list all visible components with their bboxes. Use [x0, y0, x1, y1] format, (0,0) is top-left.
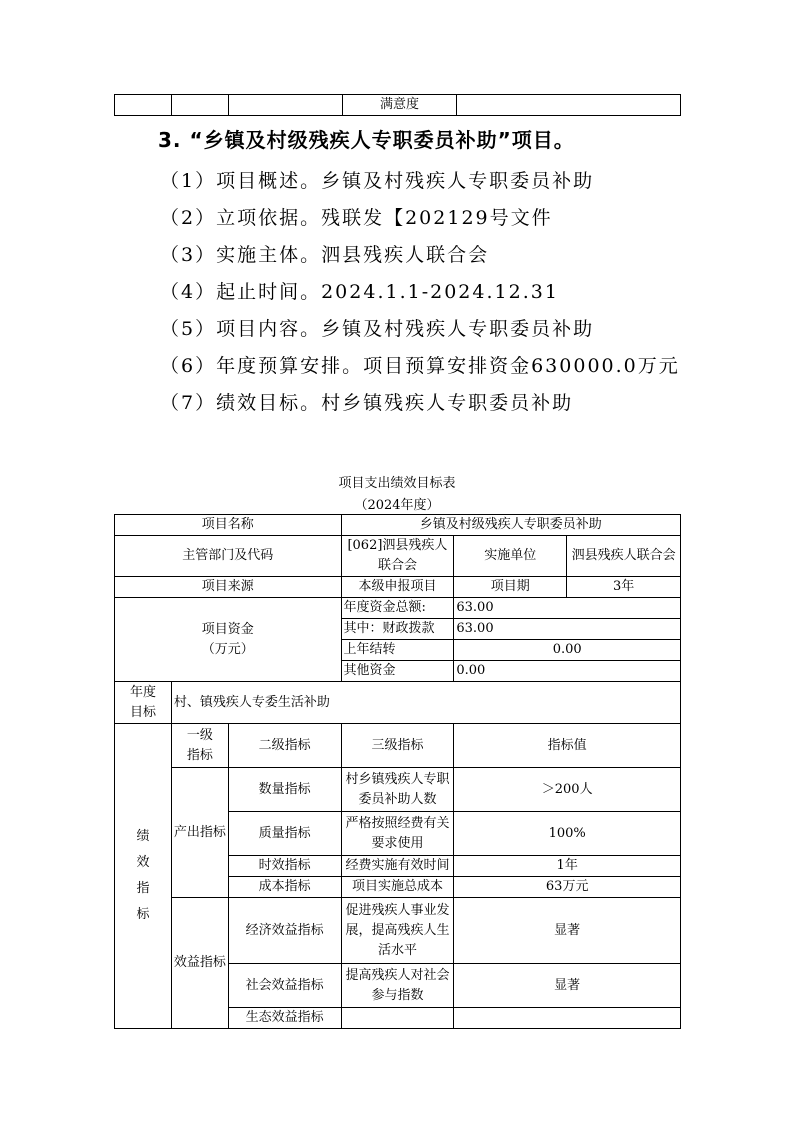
table-row: [115, 577, 681, 598]
table-cell: [229, 95, 343, 116]
period-value: 3年: [567, 577, 681, 598]
annual-goal-value: 村、镇残疾人专委生活补助: [171, 682, 680, 724]
dept-value: [062]泗县残疾人联合会: [341, 536, 454, 577]
level3-line: 活水平: [377, 942, 417, 958]
section-heading: 3. “乡镇及村级残疾人专职委员补助”项目。: [158, 128, 575, 152]
value-cell: 63万元: [454, 877, 681, 898]
performance-label-char: 绩: [136, 829, 150, 844]
col-header-line: 指标: [186, 747, 213, 763]
col-header-value: 指标值: [454, 724, 681, 768]
impl-value: 泗县残疾人联合会: [567, 536, 681, 577]
funds-other-label: 其他资金: [341, 661, 454, 682]
value-cell: ＞200人: [454, 768, 681, 812]
table-row: [115, 95, 681, 116]
level3-cell: [341, 964, 454, 1008]
table-row: [115, 536, 681, 577]
table-cell: [172, 95, 229, 116]
level3-cell: [341, 768, 454, 812]
funds-fiscal-value: 63.00: [454, 619, 681, 640]
paragraph: （2）立项依据。残联发【202129号文件: [160, 207, 553, 229]
performance-label-char: 指: [136, 881, 150, 896]
funds-carry-value: 0.00: [454, 640, 681, 661]
funds-total-value: 63.00: [454, 598, 681, 619]
dept-label: 主管部门及代码: [115, 536, 342, 577]
period-label: 项目期: [454, 577, 567, 598]
performance-goal-table: [114, 514, 681, 1029]
source-value: 本级申报项目: [341, 577, 454, 598]
table-row: [115, 598, 681, 619]
value-cell: 显著: [454, 898, 681, 964]
value-cell: [454, 1008, 681, 1029]
level3-line: 严格按照经费有关: [345, 815, 450, 831]
paragraph: （4）起止时间。2024.1.1-2024.12.31: [160, 281, 559, 303]
col-header-level3: 三级指标: [341, 724, 454, 768]
table-cell: [115, 95, 172, 116]
previous-table-fragment: [114, 94, 681, 116]
value-cell: 显著: [454, 964, 681, 1008]
table-row: [115, 898, 681, 964]
level2-cell: 数量指标: [228, 768, 341, 812]
value-cell: 100%: [454, 812, 681, 856]
source-label: 项目来源: [115, 577, 342, 598]
performance-label: [115, 724, 172, 1029]
level3-cell: 经费实施有效时间: [341, 856, 454, 877]
level3-line: 村乡镇残疾人专职: [345, 771, 450, 787]
level3-cell: [341, 1008, 454, 1029]
funds-fiscal-label: 其中：财政拨款: [341, 619, 454, 640]
table-cell: [457, 95, 681, 116]
col-header-level2: 二级指标: [228, 724, 341, 768]
funds-total-label: 年度资金总额:: [341, 598, 454, 619]
paragraph: （7）绩效目标。村乡镇残疾人专职委员补助: [160, 392, 574, 414]
funds-other-value: 0.00: [454, 661, 681, 682]
level3-line: 要求使用: [371, 835, 424, 851]
level3-cell: [341, 898, 454, 964]
level2-cell: 社会效益指标: [228, 964, 341, 1008]
paragraph: （1）项目概述。乡镇及村残疾人专职委员补助: [160, 170, 595, 192]
level2-cell: 质量指标: [228, 812, 341, 856]
funds-label-line: （万元）: [201, 641, 254, 657]
annual-goal-label-line: 目标: [129, 704, 156, 720]
performance-label-char: 效: [136, 855, 150, 870]
performance-label-char: 标: [136, 907, 150, 922]
level2-cell: 时效指标: [228, 856, 341, 877]
value-cell: 1年: [454, 856, 681, 877]
paragraph: （5）项目内容。乡镇及村残疾人专职委员补助: [160, 318, 595, 340]
funds-label: [115, 598, 342, 682]
level2-cell: 成本指标: [228, 877, 341, 898]
col-header-line: 一级: [186, 727, 213, 743]
effect-indicator-label: 效益指标: [171, 898, 228, 1029]
level3-line: 提高残疾人对社会: [345, 967, 450, 983]
funds-label-line: 项目资金: [201, 621, 254, 637]
level3-line: 促进残疾人事业发: [345, 902, 450, 918]
level3-line: 参与指数: [371, 987, 424, 1003]
level3-line: 展，提高残疾人生: [345, 922, 450, 938]
level2-cell: 经济效益指标: [228, 898, 341, 964]
col-header-level1: [171, 724, 228, 768]
level2-cell: 生态效益指标: [228, 1008, 341, 1029]
output-indicator-label: 产出指标: [171, 768, 228, 898]
impl-label: 实施单位: [454, 536, 567, 577]
annual-goal-label: [115, 682, 172, 724]
paragraph: （6）年度预算安排。项目预算安排资金630000.0万元: [160, 355, 680, 377]
level3-cell: 项目实施总成本: [341, 877, 454, 898]
paragraph: （3）实施主体。泗县残疾人联合会: [160, 244, 490, 266]
project-name-value: 乡镇及村级残疾人专职委员补助: [341, 515, 680, 536]
table-row: [115, 682, 681, 724]
project-name-label: 项目名称: [115, 515, 342, 536]
table-cell: 满意度: [343, 95, 457, 116]
funds-carry-label: 上年结转: [341, 640, 454, 661]
table-row: [115, 724, 681, 768]
table-row: [115, 768, 681, 812]
annual-goal-label-line: 年度: [129, 684, 156, 700]
level3-line: 委员补助人数: [358, 791, 437, 807]
table-subtitle: （2024年度）: [354, 498, 440, 513]
level3-cell: [341, 812, 454, 856]
table-title: 项目支出绩效目标表: [338, 476, 456, 491]
table-row: [115, 515, 681, 536]
